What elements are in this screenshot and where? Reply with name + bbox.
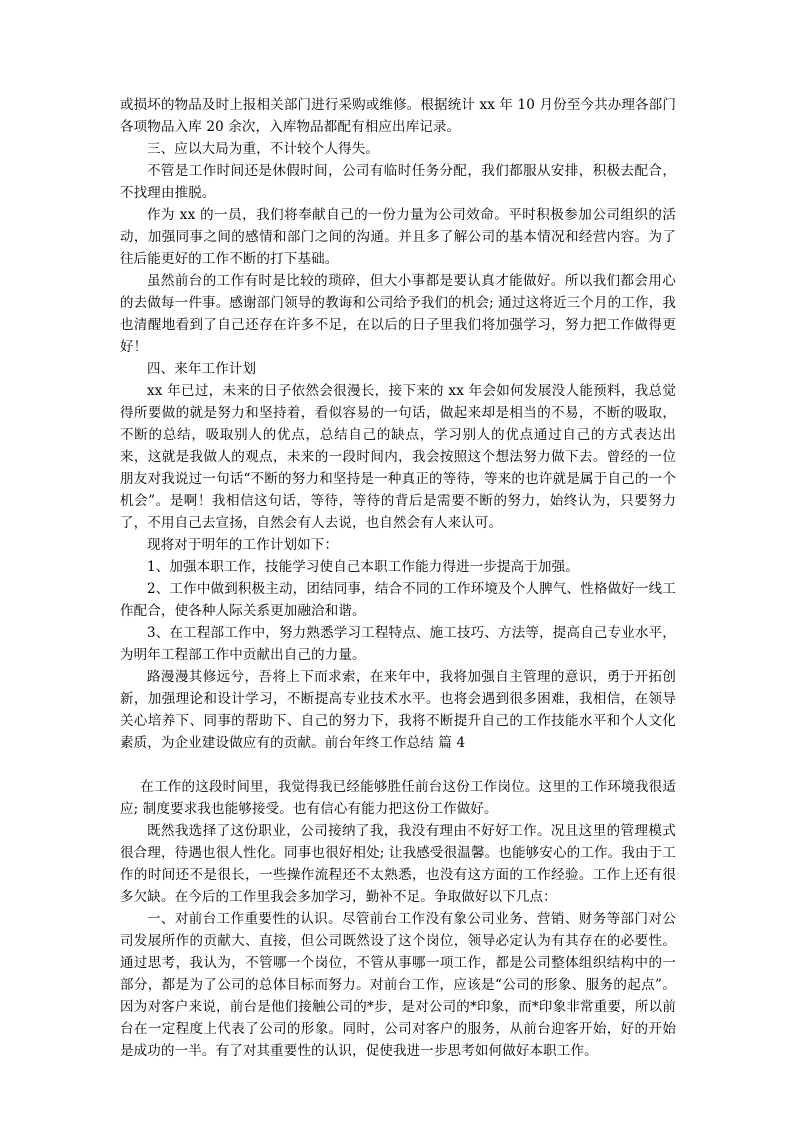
heading-section-three: 三、应以大局为重，不计较个人得失。 <box>147 141 380 157</box>
paragraph-inventory: 或损坏的物品及时上报相关部门进行采购或维修。根据统计 xx 年 10 月份至今共办理各部门各项物品入库 20 余次，入库物品都配有相应出库记录。 <box>120 97 676 135</box>
paragraph-front-desk-details: 虽然前台的工作有时是比较的琐碎，但大小事都是要认真才能做好。所以我们都会用心的去做每一件事。感谢部门领导的教诲和公司给予我们的机会; 通过这将近三个月的工作，我也清醒地看到了自己还存在许多不足，在以后的日子里我们将加强学习，努力把工作做得更好！ <box>120 273 676 355</box>
plan-item-1: 1、加强本职工作，技能学习使自己本职工作能力得进一步提高于加强。 <box>147 559 579 575</box>
paragraph-closing: 路漫漫其修远兮，吾将上下而求索，在来年中，我将加强自主管理的意识，勇于开拓创新，加强理论和设计学习，不断提高专业技术水平。也将会遇到很多困难，我相信，在领导关心培养下、同事的帮助下、自己的努力下，我将不断提升自己的工作技能水平和个人文化素质，为企业建设做应有的贡献。前台年终工作总结 篇 4 <box>120 669 676 751</box>
heading-section-four: 四、来年工作计划 <box>147 361 257 377</box>
paragraph-plan-intro: 现将对于明年的工作计划如下： <box>147 537 339 553</box>
document-page <box>120 94 676 1062</box>
section-work-summary <box>120 94 676 754</box>
plan-item-2: 2、工作中做到积极主动，团结同事，结合不同的工作环境及个人脾气、性格做好一线工作配合，使各种人际关系更加融洽和谐。 <box>120 581 676 619</box>
paragraph-adaptation: 在工作的这段时间里，我觉得我已经能够胜任前台这份工作岗位。这里的工作环境我很适应; 制度要求我也能够接受。也有信心有能力把这份工作做好。 <box>120 779 676 817</box>
paragraph-career-choice: 既然我选择了这份职业，公司接纳了我，我没有理由不好好工作。况且这里的管理模式很合理，待遇也很人性化。同事也很好相处; 让我感受很温馨。也能够安心的工作。我由于工作的时间还不是很长，一些操作流程还不太熟悉，也没有这方面的工作经验。工作上还有很多欠缺。在今后的工作里我会多加学习，勤补不足。争取做好以下几点： <box>120 823 676 905</box>
paragraph-overtime: 不管是工作时间还是休假时间，公司有临时任务分配，我们都服从安排，积极去配合，不找理由推脱。 <box>120 163 676 201</box>
paragraph-front-desk-importance: 一、对前台工作重要性的认识。尽管前台工作没有象公司业务、营销、财务等部门对公司发展所作的贡献大、直接，但公司既然设了这个岗位，领导必定认为有其存在的必要性。通过思考，我认为，不管哪一个岗位，不管从事哪一项工作，都是公司整体组织结构中的一部分，都是为了公司的总体目标而努力。对前台工作，应该是“公司的形象、服务的起点”。因为对客户来说，前台是他们接触公司的*步，是对公司的*印象，而*印象非常重要，所以前台在一定程度上代表了公司的形象。同时，公司对客户的服务，从前台迎客开始，好的开始是成功的一半。有了对其重要性的认识，促使我进一步思考如何做好本职工作。 <box>120 911 676 1059</box>
paragraph-contribution: 作为 xx 的一员，我们将奉献自己的一份力量为公司效命。平时积极参加公司组织的活动，加强同事之间的感情和部门之间的沟通。并且多了解公司的基本情况和经营内容。为了往后能更好的工作不断的打下基础。 <box>120 207 676 267</box>
paragraph-future-outlook: xx 年已过，未来的日子依然会很漫长，接下来的 xx 年会如何发展没人能预料，我总觉得所要做的就是努力和坚持着，看似容易的一句话，做起来却是相当的不易，不断的吸取，不断的总结，吸取别人的优点，总结自己的缺点，学习别人的优点通过自己的方式表达出来，这就是我做人的观点，未来的一段时间内，我会按照这个想法努力做下去。曾经的一位朋友对我说过一句话“不断的努力和坚持是一种真正的等待，等来的也许就是属于自己的一个机会”。是啊！我相信这句话，等待，等待的背后是需要不断的努力，始终认为，只要努力了，不用自己去宣扬，自然会有人去说，也自然会有人来认可。 <box>120 383 676 531</box>
section-article-4 <box>120 776 676 1062</box>
plan-item-3: 3、在工程部工作中，努力熟悉学习工程特点、施工技巧、方法等，提高自己专业水平，为明年工程部工作中贡献出自己的力量。 <box>120 625 676 663</box>
section-gap <box>120 754 676 776</box>
